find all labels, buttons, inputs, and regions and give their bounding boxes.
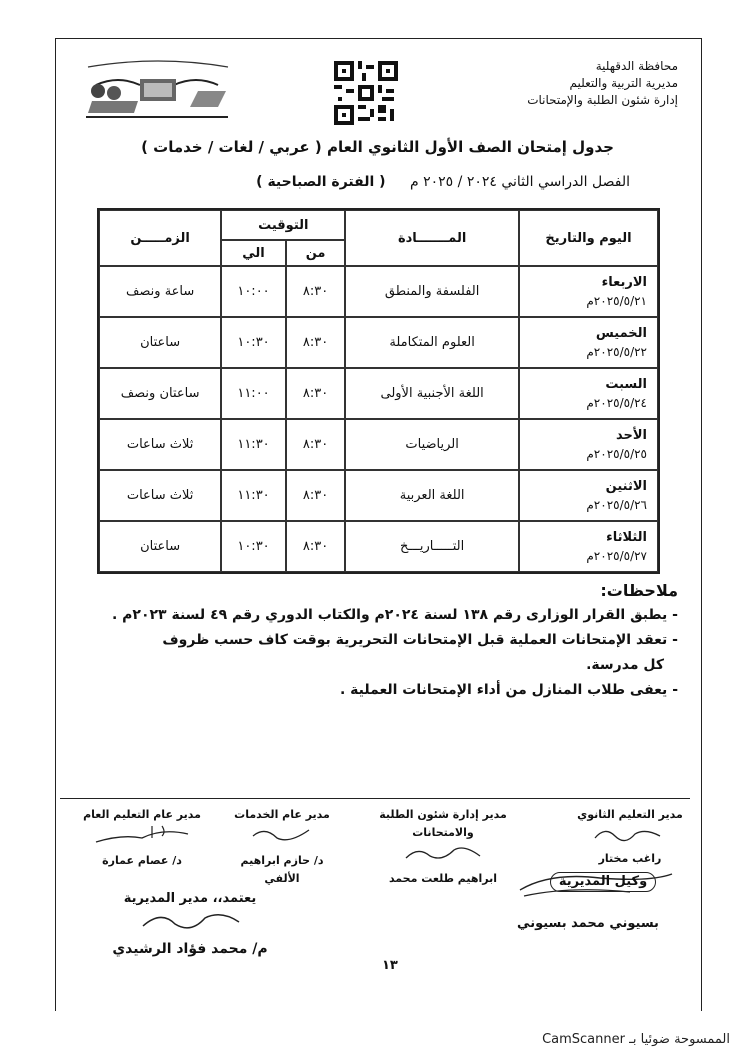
signature-divider [60,798,690,799]
day-date-cell [519,521,658,572]
document-title: جدول إمتحان الصف الأول الثانوي العام ( عربي / لغات / خدمات ) [141,138,614,156]
notes-title: ملاحظات: [600,581,678,600]
day-date-cell [519,470,658,521]
header-subject: المـــــــادة [345,210,519,266]
date-label: ٢٠٢٥/٥/٢١م [586,293,647,308]
note-item: - تعقد الإمتحانات العملية قبل الإمتحانات التحريرية بوقت كاف حسب ظروف [162,632,678,648]
duration-cell: ثلاث ساعات [99,419,221,470]
from-cell: ٨:٣٠ [286,470,346,521]
notes-section [68,578,678,703]
handwritten-signature [590,824,670,844]
to-cell: ١٠:٠٠ [221,266,286,317]
signature-name: بسيوني محمد بسيوني [517,916,659,931]
qr-code [334,60,398,126]
header-day-date: اليوم والتاريخ [519,210,658,266]
table-row [99,317,658,368]
subject-cell: الرياضيات [345,419,519,470]
signature-title: مدير عام التعليم العام [83,808,201,821]
page-number: ١٣ [382,958,398,973]
date-label: ٢٠٢٥/٥/٢٤م [586,395,647,410]
duration-cell: ساعتان [99,317,221,368]
header-duration: الزمـــــن [99,210,221,266]
handwritten-signature [247,824,317,846]
camscanner-watermark: الممسوحة ضوئيا بـ CamScanner [542,1032,730,1047]
duration-cell: ساعتان ونصف [99,368,221,419]
from-cell: ٨:٣٠ [286,419,346,470]
to-cell: ١١:٣٠ [221,470,286,521]
signature-general-ed [68,806,216,870]
date-label: ٢٠٢٥/٥/٢٥م [586,446,647,461]
signature-title: وكيل المديرية [550,872,656,892]
header-from: من [286,240,346,266]
from-cell: ٨:٣٠ [286,317,346,368]
governorate-label: محافظة الدقهلية [595,59,678,73]
handwritten-signature [398,842,488,864]
subject-cell: التـــــاريـــخ [345,521,519,572]
duration-cell: ساعة ونصف [99,266,221,317]
deputy-name-block [498,915,678,933]
duration-cell: ثلاث ساعات [99,470,221,521]
signature-name: د/ عصام عمارة [102,854,182,867]
from-cell: ٨:٣٠ [286,521,346,572]
signature-name: د/ حازم ابراهيم الألفي [240,854,324,885]
day-label: الاربعاء [601,274,647,290]
director-approval-note: يعتمد،، مدير المديرية [123,891,257,906]
signature-name: ابراهيم طلعت محمد [388,872,498,885]
director-approval [110,890,270,958]
from-cell: ٨:٣٠ [286,266,346,317]
signature-title: مدير عام الخدمات [234,808,330,821]
signature-secondary-director [560,806,700,868]
day-label: الخميس [595,325,647,341]
director-name: م/ محمد فؤاد الرشيدي [112,941,268,957]
header-to: الي [221,240,286,266]
subject-cell: العلوم المتكاملة [345,317,519,368]
day-label: السبت [605,376,647,392]
day-label: الاثنين [605,478,647,494]
directorate-label: مديرية التربية والتعليم [569,76,678,90]
day-label: الثلاثاء [606,529,647,545]
date-label: ٢٠٢٥/٥/٢٧م [586,548,647,563]
table-row [99,521,658,572]
date-label: ٢٠٢٥/٥/٢٢م [586,344,647,359]
subject-cell: الفلسفة والمنطق [345,266,519,317]
to-cell: ١١:٣٠ [221,419,286,470]
day-date-cell [519,419,658,470]
subject-cell: اللغة العربية [345,470,519,521]
day-date-cell [519,317,658,368]
subject-cell: اللغة الأجنبية الأولى [345,368,519,419]
signature-services [222,806,342,888]
signature-name: راغب مختار [598,852,662,865]
day-date-cell [519,368,658,419]
from-cell: ٨:٣٠ [286,368,346,419]
header-authority [488,58,678,109]
exam-schedule-table [97,208,660,574]
term-label: الفصل الدراسي الثاني ٢٠٢٤ / ٢٠٢٥ م [409,174,630,190]
day-date-cell [519,266,658,317]
document-subtitle [70,174,630,190]
handwritten-signature [135,908,245,934]
to-cell: ١٠:٣٠ [221,521,286,572]
table-row [99,470,658,521]
table-row [99,368,658,419]
to-cell: ١٠:٣٠ [221,317,286,368]
signature-title: مدير إدارة شئون الطلبة والامتحانات [379,808,507,839]
note-item: - يطبق القرار الوزارى رقم ١٣٨ لسنة ٢٠٢٤م والكتاب الدوري رقم ٤٩ لسنة ٢٠٢٣م . [111,607,678,623]
governorate-logo [78,55,238,127]
note-item: كل مدرسة. [586,657,664,673]
note-item: - يعفى طلاب المنازل من أداء الإمتحانات العملية . [339,682,678,698]
date-label: ٢٠٢٥/٥/٢٦م [586,497,647,512]
day-label: الأحد [615,427,647,443]
signature-deputy [528,872,678,892]
to-cell: ١١:٠٠ [221,368,286,419]
period-label: ( الفترة الصباحية ) [256,174,386,190]
table-row [99,419,658,470]
header-timing: التوقيت [221,210,345,240]
table-row [99,266,658,317]
handwritten-signature [92,824,192,846]
department-label: إدارة شئون الطلبة والإمتحانات [527,93,678,107]
signature-title: مدير التعليم الثانوي [577,808,683,821]
duration-cell: ساعتان [99,521,221,572]
